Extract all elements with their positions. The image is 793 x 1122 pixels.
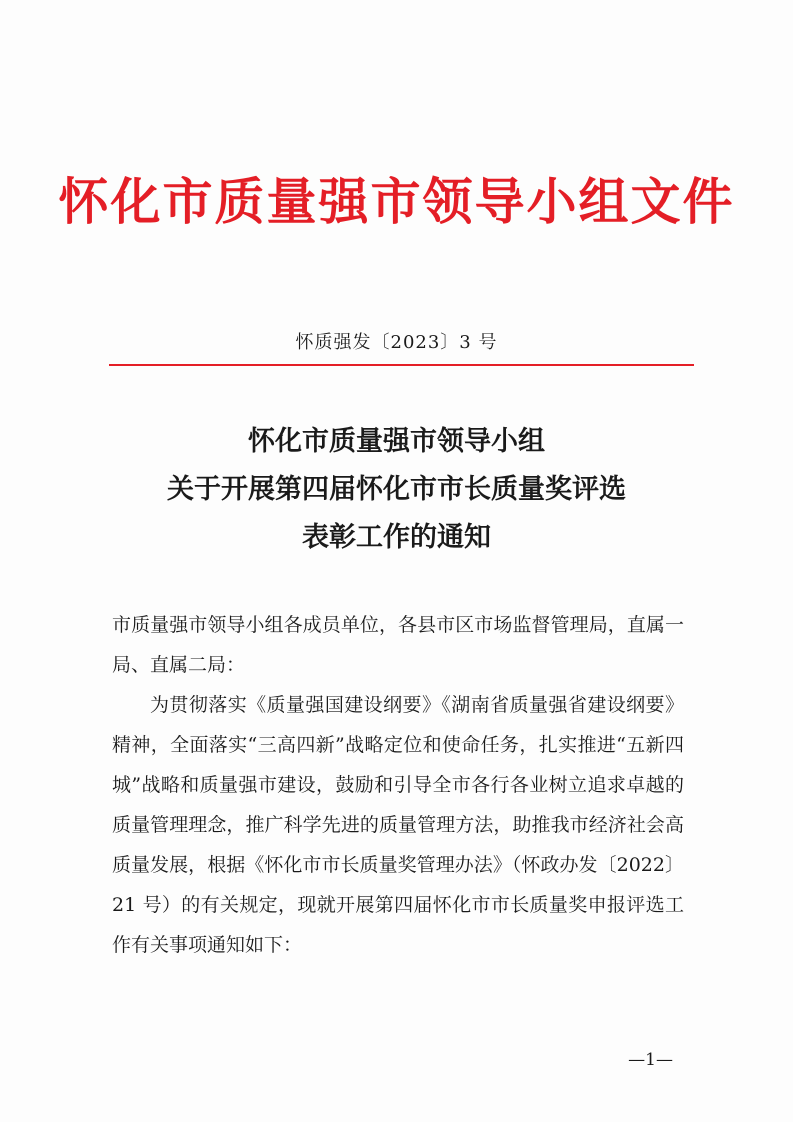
recipients-line: 市质量强市领导小组各成员单位，各县市区市场监督管理局，直属一局、直属二局： [112, 614, 684, 676]
document-number: 怀质强发〔2023〕3 号 [295, 332, 498, 353]
title-line-1: 怀化市质量强市领导小组 [248, 426, 545, 457]
title-line-3: 表彰工作的通知 [302, 522, 491, 553]
page-number: —1— [628, 1050, 673, 1070]
title-line-2: 关于开展第四届怀化市市长质量奖评选 [167, 474, 626, 505]
document-title [0, 418, 793, 562]
issuing-organization-header: 怀化市质量强市领导小组文件 [58, 173, 735, 231]
red-divider-line [109, 364, 694, 366]
document-body [112, 605, 684, 965]
body-paragraph: 为贯彻落实《质量强国建设纲要》《湖南省质量强省建设纲要》精神，全面落实“三高四新”战略定位和使命任务，扎实推进“五新四城”战略和质量强市建设，鼓励和引导全市各行各业树立追求卓越的质量管理理念，推广科学先进的质量管理方法，助推我市经济社会高质量发展，根据《怀化市市长质量奖管理办法》（怀政办发〔2022〕21 号）的有关规定，现就开展第四届怀化市市长质量奖申报评选工作有关事项通知如下： [112, 694, 684, 956]
